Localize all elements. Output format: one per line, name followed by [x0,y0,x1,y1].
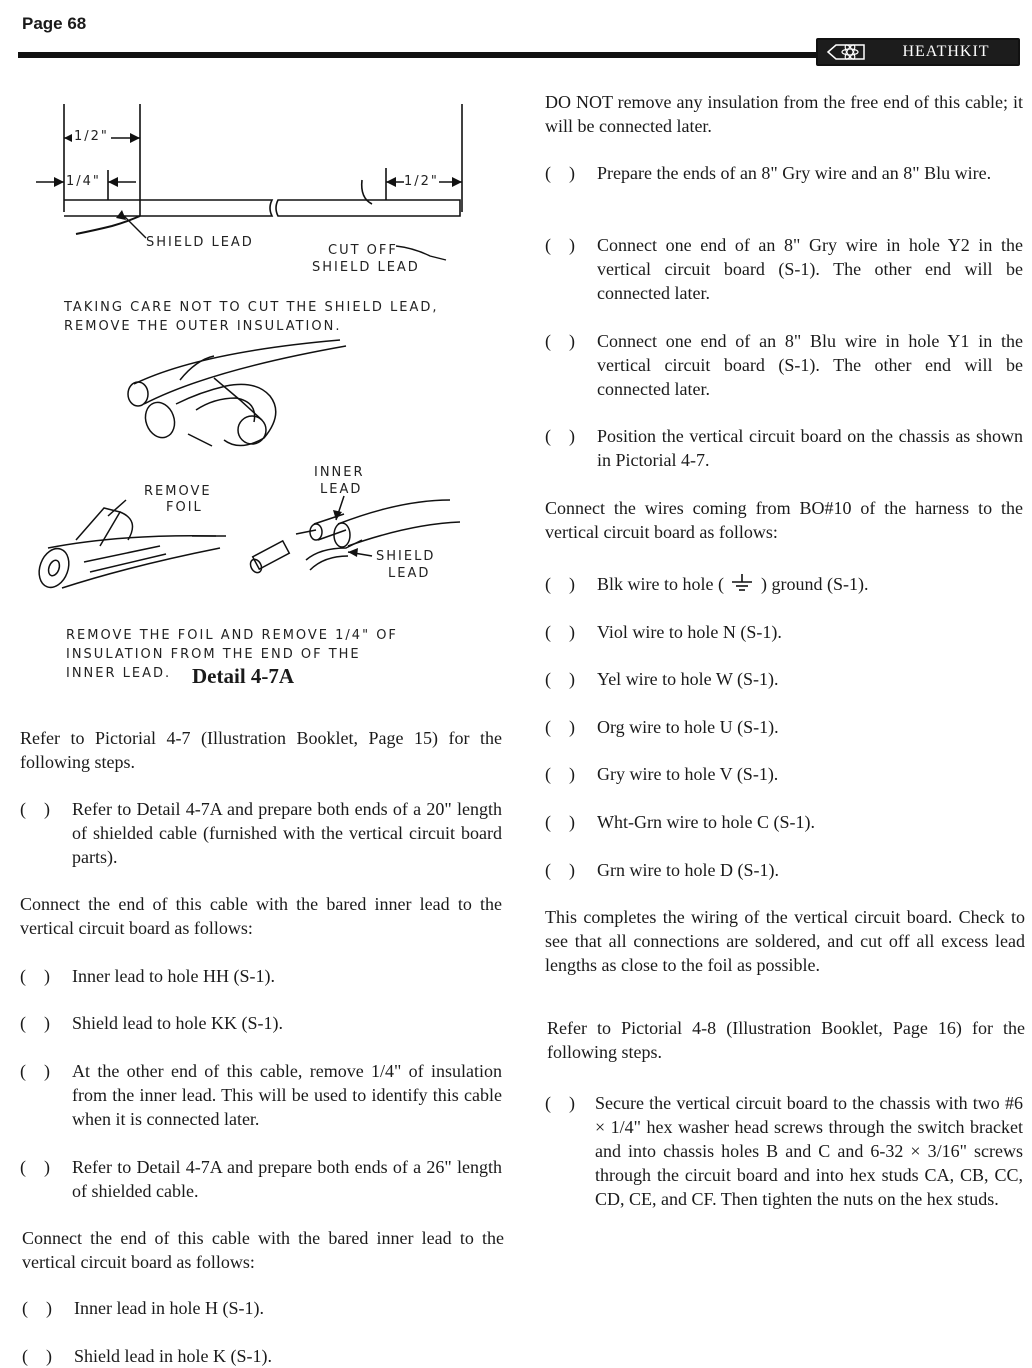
checkbox[interactable]: ( ) [20,1013,50,1033]
step-text: Shield lead to hole KK (S-1). [72,1013,283,1033]
step-text: Viol wire to hole N (S-1). [597,622,782,642]
checkbox[interactable]: ( ) [545,331,575,351]
label-shield: SHIELD [376,549,436,564]
step-text: Secure the vertical circuit board to the chassis with two #6 × 1/4" hex washer head screws through the switch bracket and into chassis holes B and C and 6-32 × 3/16" screws through the circuit board and into hex studs CA, CB, CC, CD, CE, and CF. Then tighten the nuts on the hex studs. [595,1093,1023,1209]
left-connect-1: Connect the end of this cable with the bared inner lead to the vertical circuit board as follows: [20,894,502,938]
step-text: ) ground (S-1). [760,574,869,594]
right-complete: This completes the wiring of the vertical circuit board. Check to see that all connections are soldered, and cut off all excess lead lengths as close to the foil as possible. [545,907,1025,975]
checkbox[interactable]: ( ) [545,860,575,880]
checkbox[interactable]: ( ) [22,1346,52,1366]
ground-symbol-icon [730,573,754,593]
atom-icon [818,40,874,64]
caption-1-line1: TAKING CARE NOT TO CUT THE SHIELD LEAD, [64,300,439,315]
stripped-cable-drawing [0,0,480,620]
dim-half-right: 1/2" [404,174,439,189]
checkbox[interactable]: ( ) [545,574,575,594]
label-remove: REMOVE [144,484,212,499]
checkbox[interactable]: ( ) [545,426,575,446]
right-intro: DO NOT remove any insulation from the free end of this cable; it will be connected later. [545,92,1023,136]
step-text: Position the vertical circuit board on the chassis as shown in Pictorial 4-7. [597,426,1023,470]
checkbox[interactable]: ( ) [545,764,575,784]
checkbox[interactable]: ( ) [545,812,575,832]
step-text: Connect one end of an 8" Gry wire in hole Y2 in the vertical circuit board (S-1). The other end will be connected later. [597,235,1023,303]
step-text: Grn wire to hole D (S-1). [597,860,779,880]
right-refer-2: Refer to Pictorial 4-8 (Illustration Booklet, Page 16) for the following steps. [547,1018,1025,1062]
left-connect-2: Connect the end of this cable with the bared inner lead to the vertical circuit board as follows: [22,1228,504,1272]
step-text: Connect one end of an 8" Blu wire in hole Y1 in the vertical circuit board (S-1). The other end will be connected later. [597,331,1023,399]
label-inner: INNER [314,465,365,480]
checkbox[interactable]: ( ) [20,1061,50,1081]
checkbox[interactable]: ( ) [20,966,50,986]
checkbox[interactable]: ( ) [545,1093,575,1113]
checkbox[interactable]: ( ) [20,1157,50,1177]
checkbox[interactable]: ( ) [545,235,575,255]
step-text: Refer to Detail 4-7A and prepare both ends of a 26" length of shielded cable. [72,1157,502,1201]
label-shield-lead: SHIELD LEAD [146,235,254,250]
step-text: Wht-Grn wire to hole C (S-1). [597,812,815,832]
detail-title: Detail 4-7A [192,664,295,688]
label-foil: FOIL [166,500,203,515]
dim-quarter: 1/4" [66,174,101,189]
label-cut-off-shield: SHIELD LEAD [312,260,420,275]
label-shield-lead-2: LEAD [388,566,431,581]
step-text: Yel wire to hole W (S-1). [597,669,779,689]
brand-text: HEATHKIT [902,43,990,60]
step-text: Refer to Detail 4-7A and prepare both ends of a 20" length of shielded cable (furnished with the vertical circuit board parts). [72,799,502,867]
checkbox[interactable]: ( ) [22,1298,52,1318]
caption-2-line2: INSULATION FROM THE END OF THE [66,647,361,662]
heathkit-logo [816,38,1020,66]
checkbox[interactable]: ( ) [545,622,575,642]
label-cut-off: CUT OFF [328,243,398,258]
step-text: At the other end of this cable, remove 1/4" of insulation from the inner lead. This will be used to identify this cable when it is connected later. [72,1061,502,1129]
caption-2-line3: INNER LEAD. [66,666,172,681]
step-text: Org wire to hole U (S-1). [597,717,779,737]
dim-half-top: 1/2" [74,129,109,144]
caption-2-line1: REMOVE THE FOIL AND REMOVE 1/4" OF [66,628,398,643]
left-intro: Refer to Pictorial 4-7 (Illustration Booklet, Page 15) for the following steps. [20,728,502,772]
label-inner-lead: LEAD [320,482,363,497]
step-text: Gry wire to hole V (S-1). [597,764,779,784]
checkbox[interactable]: ( ) [20,799,50,819]
step-text: Blk wire to hole ( [597,574,724,594]
page-number: Page 68 [22,14,87,33]
step-text: Inner lead to hole HH (S-1). [72,966,275,986]
checkbox[interactable]: ( ) [545,669,575,689]
step-text: Shield lead in hole K (S-1). [74,1346,272,1366]
checkbox[interactable]: ( ) [545,163,575,183]
right-connect: Connect the wires coming from BO#10 of the harness to the vertical circuit board as follows: [545,498,1023,542]
caption-1-line2: REMOVE THE OUTER INSULATION. [64,319,342,334]
step-text: Prepare the ends of an 8" Gry wire and an 8" Blu wire. [597,163,992,183]
step-text: Inner lead in hole H (S-1). [74,1298,264,1318]
checkbox[interactable]: ( ) [545,717,575,737]
